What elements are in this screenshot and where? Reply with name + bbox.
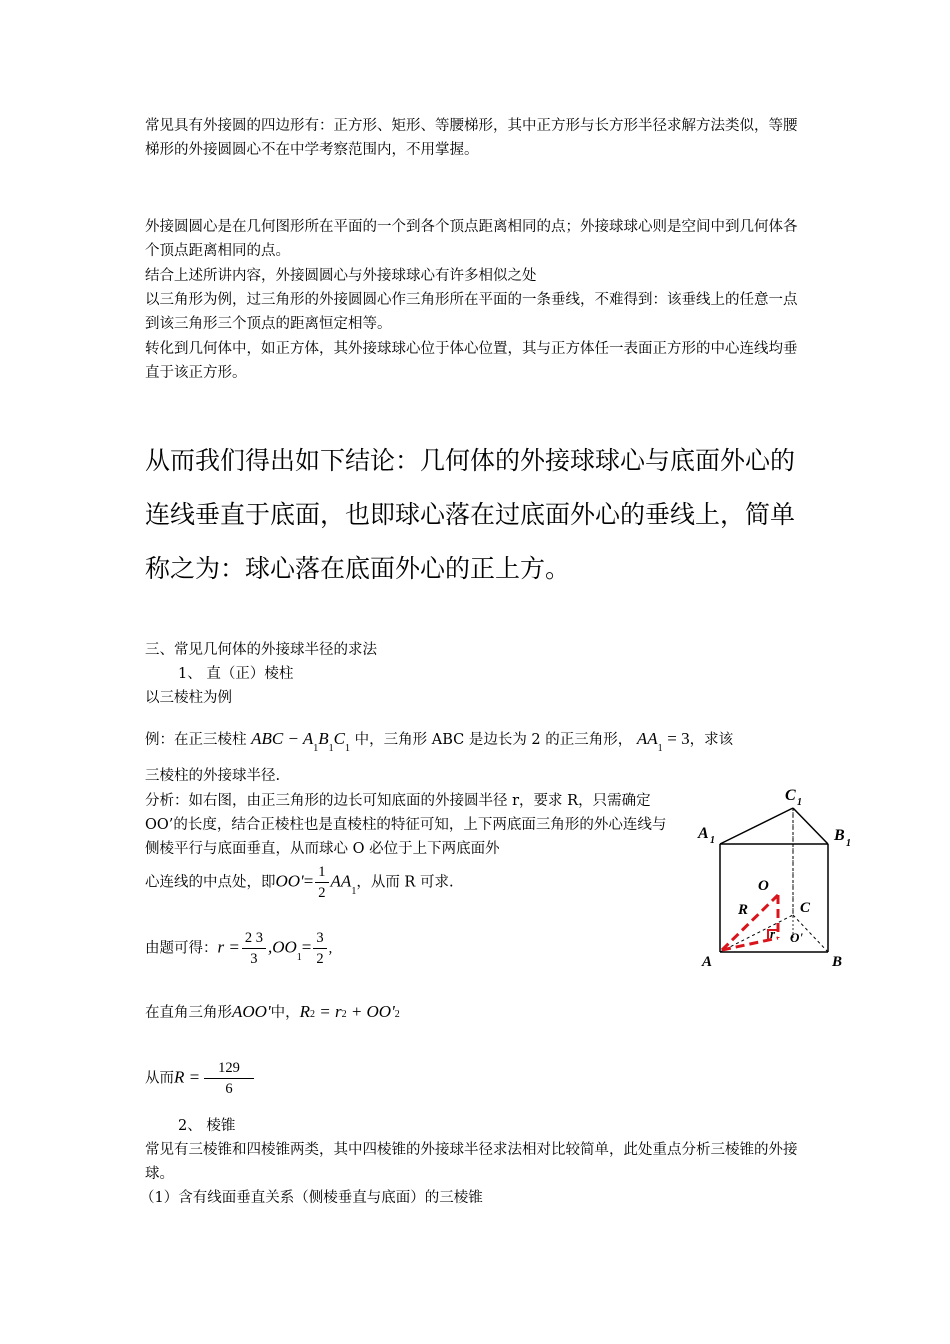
analysis-suffix: ，从而 R 可求. [356,874,454,891]
conclusion-paragraph: 从而我们得出如下结论：几何体的外接球球心与底面外心的连线垂直于底面，也即球心落在过底面外心的垂线上，简单称之为：球心落在底面外心的正上方。 [145,446,796,583]
exponent: 2 [394,1009,400,1020]
example-line [145,727,810,754]
prism-c: C [333,729,345,748]
analysis-last-line [145,862,685,903]
exponent: 2 [309,1009,315,1020]
R-equals: R = [174,1067,201,1087]
result-line [145,1058,445,1099]
prism-name: ABC − A [251,729,314,748]
oo-symbol: OO' [275,871,304,891]
fraction-r [242,928,266,969]
example-mid: 中，三角形 ABC 是边长为 2 的正三角形， [354,732,633,748]
subsection-2-text: 常见有三棱锥和四棱锥两类，其中四棱锥的外接球半径求法相对比较简单，此处重点分析三棱锥的外接球。 [145,1142,798,1182]
aoo-symbol: AOO' [232,1002,271,1021]
oo1-symbol: ,OO [267,937,297,957]
prism-b: B [318,729,329,748]
label-O: O [758,878,769,894]
comma: , [328,940,333,957]
example-suffix: ，求该 [689,732,734,748]
label-A1: A [698,825,709,842]
R-symbol: R [299,1002,310,1021]
subscript: 1 [657,743,663,754]
label-A: A [702,954,713,970]
label-C1-sub: 1 [797,797,802,808]
subscript: 1 [313,743,319,754]
subsection-1-intro: 以三棱柱为例 [145,690,232,706]
paragraph-circumcenter-definition: 外接圆圆心是在几何图形所在平面的一个到各个顶点距离相同的点；外接球球心则是空间中到几何体各个顶点距离相同的点。 [145,219,798,259]
edge-c1-b1 [793,808,828,844]
label-A1-sub: 1 [710,835,715,846]
subscript: 1 [296,951,302,963]
subscript: 1 [351,885,357,897]
example-line-2: 三棱柱的外接球半径. [145,768,281,784]
subsection-2-item-1: （1）含有线面垂直关系（侧棱垂直与底面）的三棱锥 [140,1190,483,1206]
fraction-numerator: 129 [204,1058,254,1079]
label-r: r [770,926,776,941]
subscript: 1 [328,743,334,754]
fraction-denominator: 3 [250,951,258,967]
example-prefix: 例：在正三棱柱 [145,732,247,748]
aa-symbol: AA [636,729,658,748]
analysis-prefix: 心连线的中点处，即 [145,874,276,891]
label-C: C [800,900,811,916]
right-triangle-line [145,1000,545,1027]
fraction-result [204,1058,254,1099]
subscript: 1 [345,743,350,754]
section-title: 三、常见几何体的外接球半径的求法 [145,642,377,658]
fraction-denominator: 2 [316,951,324,967]
edge-a1-c1 [720,808,793,844]
subsection-2-title: 2、 棱锥 [178,1118,236,1134]
exponent: 2 [341,1009,347,1020]
fraction-numerator: 3 [313,928,326,949]
paragraph-cube-example: 转化到几何体中，如正方体，其外接球球心位于体心位置，其与正方体任一表面正方形的中心连线均垂直于该正方形。 [145,341,798,381]
r-symbol: r = [217,937,240,957]
given-prefix: 由题可得： [145,940,218,957]
aa-symbol: AA [330,871,352,891]
equals-r: = r [319,1002,342,1021]
fraction-half [315,862,328,903]
radius-R [722,895,778,950]
paragraph-inscribed-quadrilaterals: 常见具有外接圆的四边形有：正方形、矩形、等腰梯形，其中正方形与长方形半径求解方法类似，等腰梯形的外接圆圆心不在中学考察范围内，不用掌握。 [145,118,798,158]
fraction-oo1 [313,928,326,969]
paragraph-triangle-example: 以三角形为例，过三角形的外接圆圆心作三角形所在平面的一条垂线，不难得到：该垂线上的任意一点到该三角形三个顶点的距离恒定相等。 [145,292,798,332]
aa-value: = 3 [667,729,690,748]
fraction-denominator: 2 [318,885,326,901]
paragraph-similarity: 结合上述所讲内容，外接圆圆心与外接球球心有许多相似之处 [145,268,537,284]
fraction-numerator: 2 3 [242,928,266,949]
label-C1: C [785,787,796,804]
equals: = [301,937,312,957]
fraction-numerator: 1 [315,862,328,883]
rt-mid: 中， [270,1005,300,1021]
label-R: R [738,902,749,918]
label-Oprime: O' [790,930,803,945]
given-line [145,928,545,969]
label-B1-sub: 1 [846,838,851,849]
plus-oo: + OO' [350,1002,395,1021]
edge-a-c [720,915,793,952]
rt-prefix: 在直角三角形 [145,1005,232,1021]
fraction-denominator: 6 [225,1081,233,1097]
equals: = [303,871,314,891]
result-prefix: 从而 [145,1070,174,1087]
prism-figure [690,780,870,980]
subsection-1-title: 1、 直（正）棱柱 [178,666,294,682]
label-B1: B [834,827,845,844]
analysis-paragraph: 分析：如右图，由正三角形的边长可知底面的外接圆半径 r，要求 R，只需确定 OO’的长度，结合正棱柱也是直棱柱的特征可知，上下两底面三角形的外心连线与侧棱平行与底面垂直，从而球心 O 必位于上下两底面外 [145,793,667,857]
label-B: B [832,954,843,970]
